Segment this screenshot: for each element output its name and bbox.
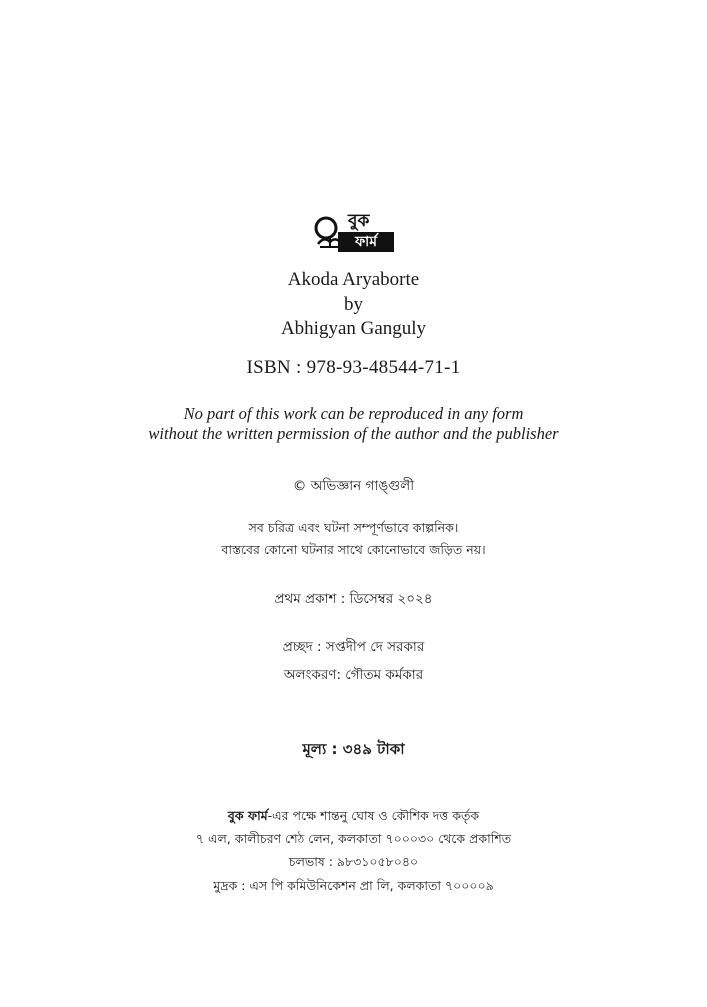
- disclaimer-line-1: সব চরিত্র এবং ঘটনা সম্পূর্ণভাবে কাল্পনিক।: [248, 520, 459, 535]
- logo-top-text: বুক: [348, 211, 370, 231]
- rights-notice-line-1: No part of this work can be reproduced in any form: [183, 404, 524, 423]
- price: মূল্য : ৩৪৯ টাকা: [302, 740, 405, 758]
- publisher-line-1-rest: -এর পক্ষে শান্তনু ঘোষ ও কৌশিক দত্ত কর্তৃক: [267, 808, 480, 823]
- publisher-logo: [314, 212, 394, 252]
- publisher-name: বুক ফার্ম: [227, 808, 268, 823]
- publisher-phone: চলভাষ : ৯৮৩১০৫৮০৪০: [288, 854, 419, 869]
- printer-info: মুদ্রক : এস পি কমিউনিকেশন প্রা লি, কলকাতা ৭০০০০৯: [213, 878, 494, 893]
- logo-bottom-text: ফার্ম: [338, 232, 394, 252]
- disclaimer-line-2: বাস্তবের কোনো ঘটনার সাথে কোনোভাবে জড়িত নয়।: [221, 542, 486, 557]
- publisher-address: ৭ এল, কালীচরণ শেঠ লেন, কলকাতা ৭০০০৩০ থেকে প্রকাশিত: [195, 831, 512, 846]
- copyright: © অভিজ্ঞান গাঙ্গুলী: [292, 478, 415, 494]
- author-name: Abhigyan Ganguly: [280, 318, 427, 339]
- illustration-credit: অলংকরণ: গৌতম কর্মকার: [283, 667, 424, 683]
- book-title: Akoda Aryaborte: [287, 269, 420, 290]
- isbn: ISBN : 978-93-48544-71-1: [246, 357, 461, 378]
- first-edition: প্রথম প্রকাশ : ডিসেম্বর ২০২৪: [274, 591, 433, 607]
- rights-notice-line-2: without the written permission of the author and the publisher: [148, 424, 559, 443]
- by-line: by: [344, 294, 363, 315]
- publisher-line-1: [0, 808, 707, 828]
- cover-credit: প্রচ্ছদ : সপ্তদীপ দে সরকার: [282, 639, 425, 655]
